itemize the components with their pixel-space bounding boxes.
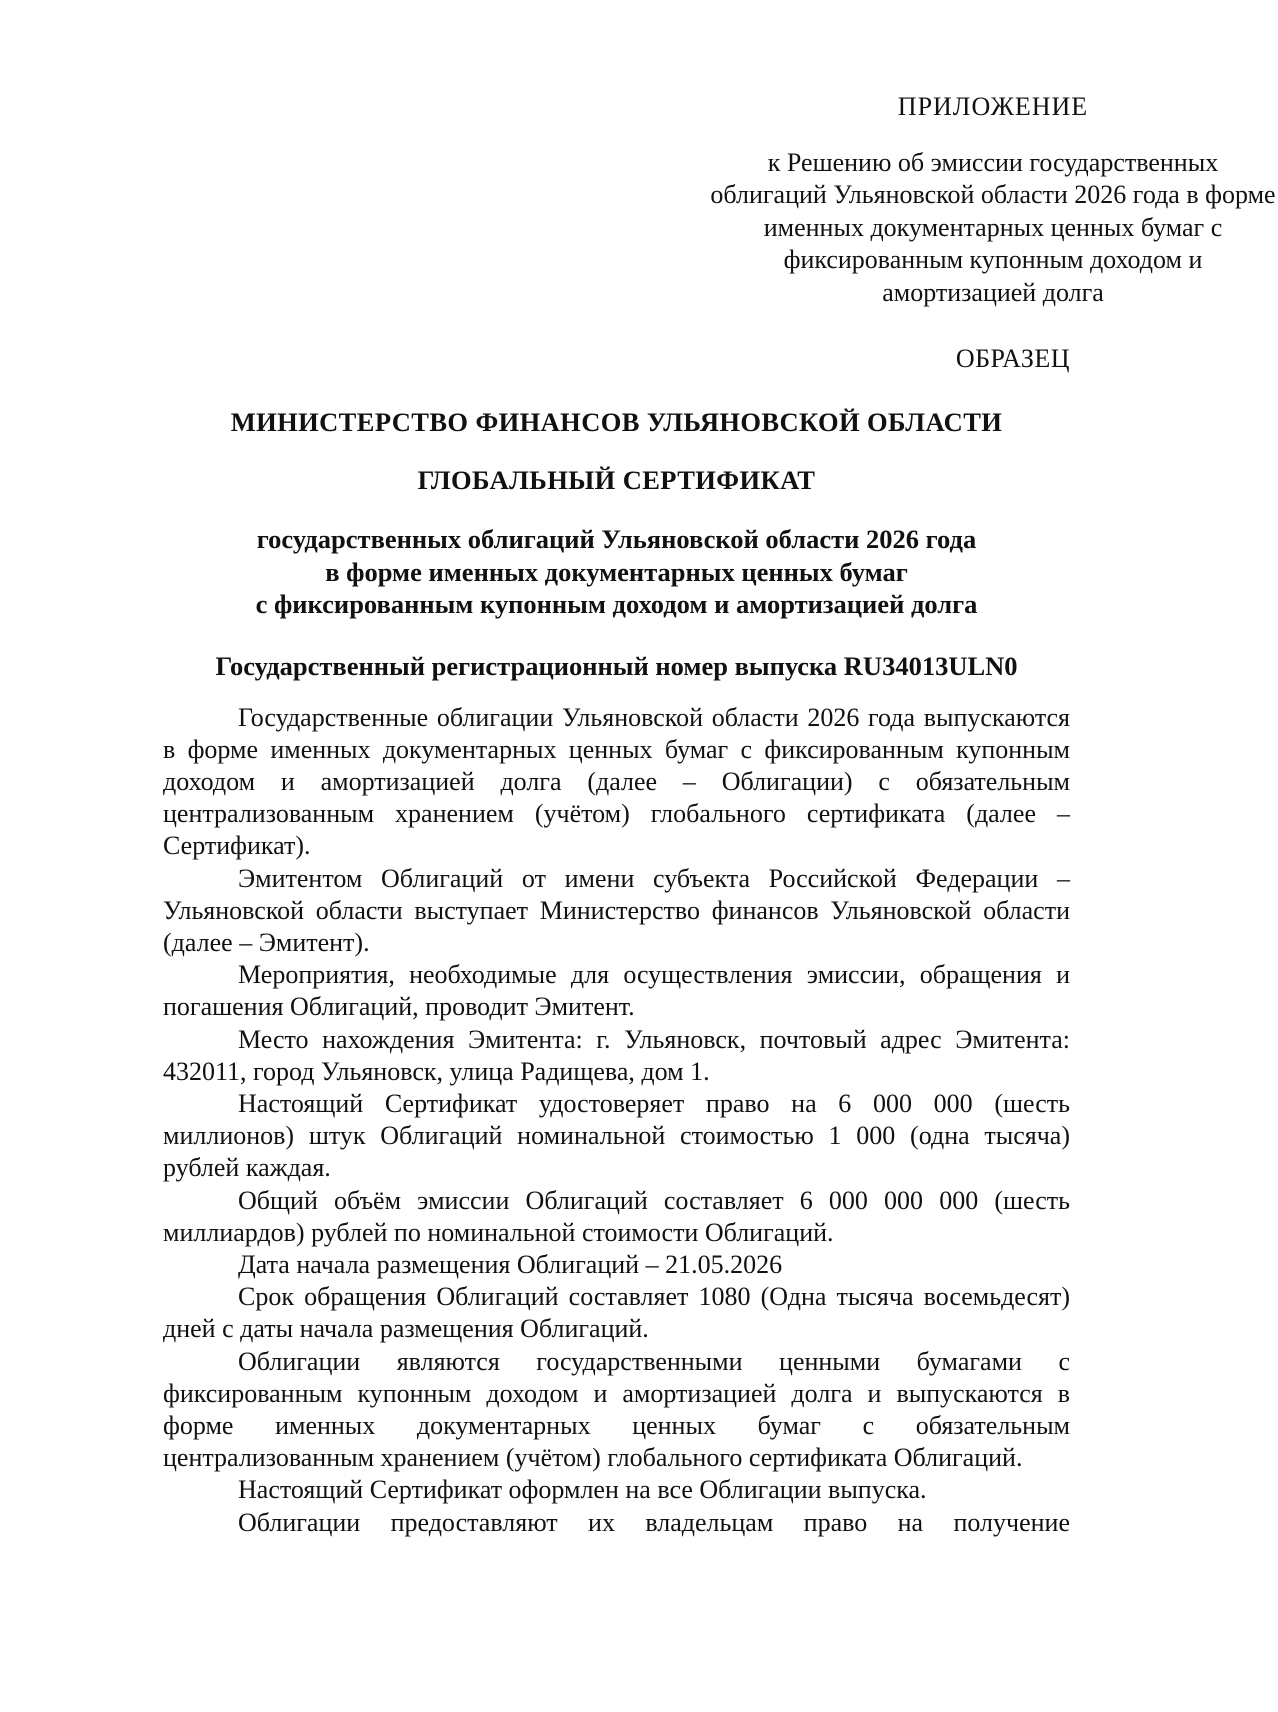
certificate-subtitle-line: в форме именных документарных ценных бумаг [325,556,908,587]
certificate-subtitle-line: с фиксированным купонным доходом и амортизацией долга [255,589,978,619]
paragraph: Облигации предоставляют их владельцам право на получение [238,1507,1070,1537]
paragraph: Общий объём эмиссии Облигаций составляет 6 000 000 000 (шесть миллиардов) рублей по номинальной стоимости Облигаций. [163,1185,1070,1247]
appendix-reference: к Решению об эмиссии государственных облигаций Ульяновской области 2026 года в форме именных документарных ценных бумаг с фиксированным купонным доходом и амортизацией долга [710,147,1276,307]
body-text [163,702,1070,1539]
paragraph: Мероприятия, необходимые для осуществления эмиссии, обращения и погашения Облигаций, проводит Эмитент. [163,960,1070,1022]
paragraph: Эмитентом Облигаций от имени субъекта Российской Федерации – Ульяновской области выступает Министерство финансов Ульяновской области (далее – Эмитент). [163,863,1070,957]
paragraph: Облигации являются государственными ценными бумагами с фиксированным купонным доходом и амортизацией долга и выпускаются в форме именных документарных ценных бумаг с обязательным централизованным хранением (учётом) глобального сертификата Облигаций. [163,1346,1070,1473]
appendix-block [708,0,1278,309]
paragraph: Государственные облигации Ульяновской области 2026 года выпускаются в форме именных документарных ценных бумаг с фиксированным купонным доходом и амортизацией долга (далее – Облигации) с обязательным централизованным хранением (учётом) глобального сертификата (далее – Сертификат). [163,702,1070,861]
ministry-heading: МИНИСТЕРСТВО ФИНАНСОВ УЛЬЯНОВСКОЙ ОБЛАСТИ [230,407,1003,437]
certificate-title: ГЛОБАЛЬНЫЙ СЕРТИФИКАТ [417,465,816,495]
sample-mark: ОБРАЗЕЦ [955,344,1070,373]
registration-number: Государственный регистрационный номер выпуска RU34013ULN0 [215,650,1018,681]
paragraph: Срок обращения Облигаций составляет 1080 (Одна тысяча восемьдесят) дней с даты начала размещения Облигаций. [163,1282,1070,1344]
certificate-subtitle-line: государственных облигаций Ульяновской области 2026 года [256,524,977,554]
certificate-subtitle [163,523,1070,621]
paragraph: Место нахождения Эмитента: г. Ульяновск, почтовый адрес Эмитента: 432011, город Ульяновск, улица Радищева, дом 1. [163,1024,1070,1086]
paragraph: Настоящий Сертификат оформлен на все Облигации выпуска. [238,1475,927,1505]
paragraph: Настоящий Сертификат удостоверяет право на 6 000 000 (шесть миллионов) штук Облигаций номинальной стоимостью 1 000 (одна тысяча) рублей каждая. [163,1088,1070,1183]
paragraph: Дата начала размещения Облигаций – 21.05.2026 [238,1249,783,1279]
appendix-title: ПРИЛОЖЕНИЕ [897,92,1089,121]
